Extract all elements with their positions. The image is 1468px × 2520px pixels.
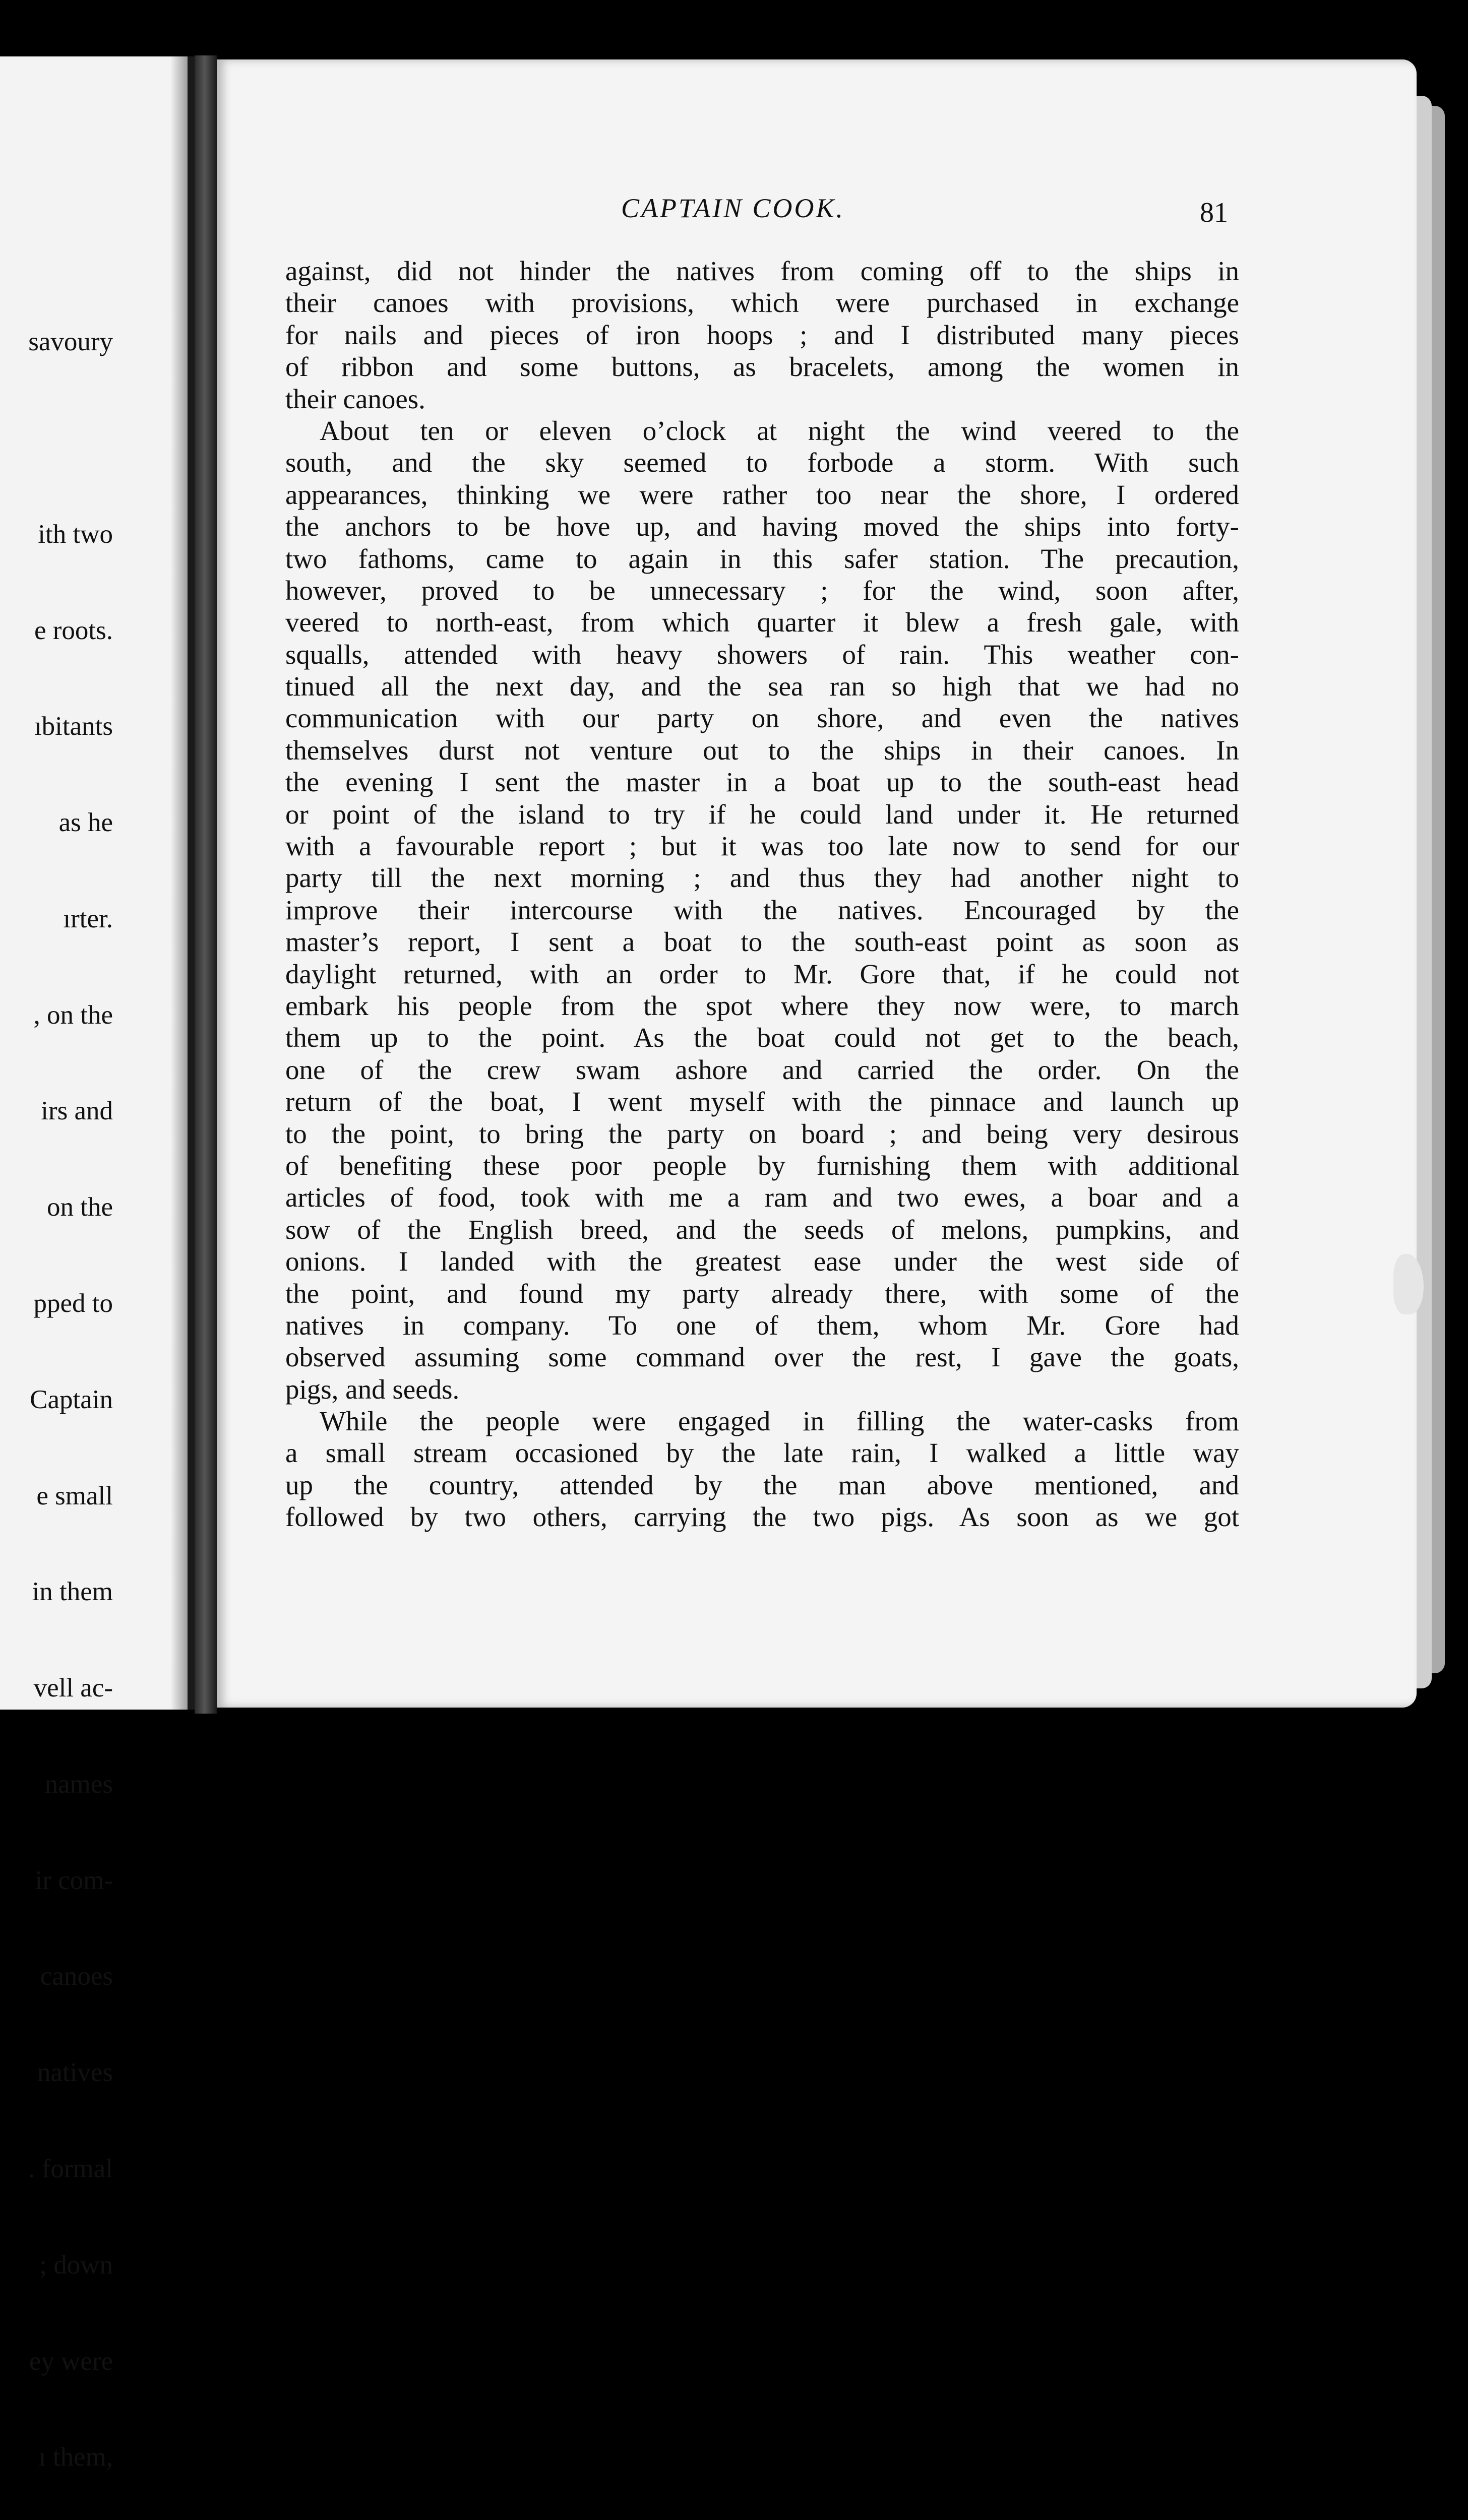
- text-line: pigs, and seeds.: [285, 1373, 460, 1405]
- text-line: of ribbon and some buttons, as bracelets, among the women in: [285, 351, 1239, 383]
- left-line: canoes: [40, 1962, 113, 1991]
- left-line: e roots.: [34, 615, 113, 645]
- text-line: one of the crew swam ashore and carried the order. On the: [285, 1054, 1239, 1085]
- text-line: onions. I landed with the greatest ease under the west side of: [285, 1246, 1239, 1277]
- left-line: names: [44, 1769, 113, 1799]
- text-line: up the country, attended by the man above mentioned, and: [285, 1469, 1239, 1500]
- left-page-text: [28, 262, 113, 2520]
- text-line: observed assuming some command over the rest, I gave the goats,: [285, 1342, 1239, 1373]
- left-line: on the: [47, 1192, 113, 1222]
- left-line: pped to: [33, 1289, 113, 1318]
- book-spine: [195, 55, 217, 1714]
- left-line: irs and: [41, 1096, 113, 1126]
- left-line: Captain: [30, 1384, 113, 1414]
- left-line: ı them,: [38, 2442, 113, 2472]
- left-line: ey were: [29, 2346, 113, 2376]
- text-line: themselves durst not venture out to the ships in their canoes. In: [285, 734, 1239, 766]
- text-line: them up to the point. As the boat could not get to the beach,: [285, 1022, 1239, 1053]
- text-line: veered to north-east, from which quarter it blew a fresh gale, with: [285, 607, 1239, 638]
- gutter-shadow: [170, 56, 188, 1710]
- text-line: two fathoms, came to again in this safer station. The precaution,: [285, 543, 1239, 574]
- text-line: improve their intercourse with the natives. Encouraged by the: [285, 894, 1239, 925]
- left-line: in them: [32, 1577, 113, 1607]
- text-line: their canoes with provisions, which were purchased in exchange: [285, 287, 1239, 319]
- left-line: ir com-: [35, 1865, 113, 1895]
- text-line: master’s report, I sent a boat to the south-east point as soon as: [285, 926, 1239, 958]
- text-line: for nails and pieces of iron hoops ; and I distributed many pieces: [285, 319, 1239, 350]
- text-line: daylight returned, with an order to Mr. Gore that, if he could not: [285, 958, 1239, 989]
- text-line: or point of the island to try if he could land under it. He returned: [285, 798, 1239, 830]
- text-line: followed by two others, carrying the two pigs. As soon as we got: [285, 1501, 1239, 1533]
- text-line: About ten or eleven o’clock at night the wind veered to the: [320, 415, 1239, 446]
- text-line: communication with our party on shore, and even the natives: [285, 703, 1239, 734]
- text-line: however, proved to be unnecessary ; for the wind, soon after,: [285, 575, 1239, 606]
- text-line: natives in company. To one of them, whom Mr. Gore had: [285, 1309, 1239, 1341]
- left-page: [0, 56, 195, 2472]
- left-line: [28, 422, 113, 455]
- text-line: articles of food, took with me a ram and two ewes, a boar and a: [285, 1182, 1239, 1213]
- text-line: the evening I sent the master in a boat up to the south-east head: [285, 767, 1239, 798]
- left-line: ırter.: [63, 904, 113, 933]
- left-line: savoury: [28, 327, 113, 357]
- left-line: . formal: [28, 2154, 113, 2184]
- left-line: ith two: [38, 519, 113, 549]
- text-line: of benefiting these poor people by furnishing them with additional: [285, 1150, 1239, 1181]
- text-line: tinued all the next day, and the sea ran so high that we had no: [285, 671, 1239, 702]
- page-edge: [1430, 106, 1445, 1673]
- left-line: vell ac-: [33, 1673, 113, 1703]
- text-line: appearances, thinking we were rather too near the shore, I ordered: [285, 479, 1239, 510]
- left-line: , on the: [33, 1000, 113, 1030]
- text-line: embark his people from the spot where they now were, to march: [285, 990, 1239, 1021]
- text-line: to the point, to bring the party on board ; and being very desirous: [285, 1118, 1239, 1149]
- left-line: as he: [58, 808, 113, 838]
- text-line: south, and the sky seemed to forbode a storm. With such: [285, 447, 1239, 478]
- left-line: natives: [37, 2058, 113, 2088]
- text-line: party till the next morning ; and thus they had another night to: [285, 862, 1239, 894]
- text-line: their canoes.: [285, 383, 425, 414]
- text-line: return of the boat, I went myself with the pinnace and launch up: [285, 1086, 1239, 1117]
- text-line: squalls, attended with heavy showers of rain. This weather con-: [285, 639, 1239, 670]
- text-line: While the people were engaged in filling the water-casks from: [320, 1406, 1239, 1437]
- running-head: CAPTAIN COOK.: [621, 193, 845, 223]
- left-line: ıbitants: [34, 712, 113, 741]
- text-line: the anchors to be hove up, and having moved the ships into forty-: [285, 511, 1239, 542]
- text-line: sow of the English breed, and the seeds of melons, pumpkins, and: [285, 1214, 1239, 1245]
- text-line: a small stream occasioned by the late rain, I walked a little way: [285, 1437, 1239, 1469]
- page-body-text: [285, 255, 1239, 1533]
- text-line: against, did not hinder the natives from coming off to the ships in: [285, 256, 1239, 286]
- left-line: e small: [36, 1481, 113, 1510]
- left-line: ; down: [39, 2250, 113, 2280]
- text-line: the point, and found my party already there, with some of the: [285, 1278, 1239, 1309]
- text-line: with a favourable report ; but it was too late now to send for our: [285, 831, 1239, 862]
- page-number: 81: [1200, 197, 1228, 228]
